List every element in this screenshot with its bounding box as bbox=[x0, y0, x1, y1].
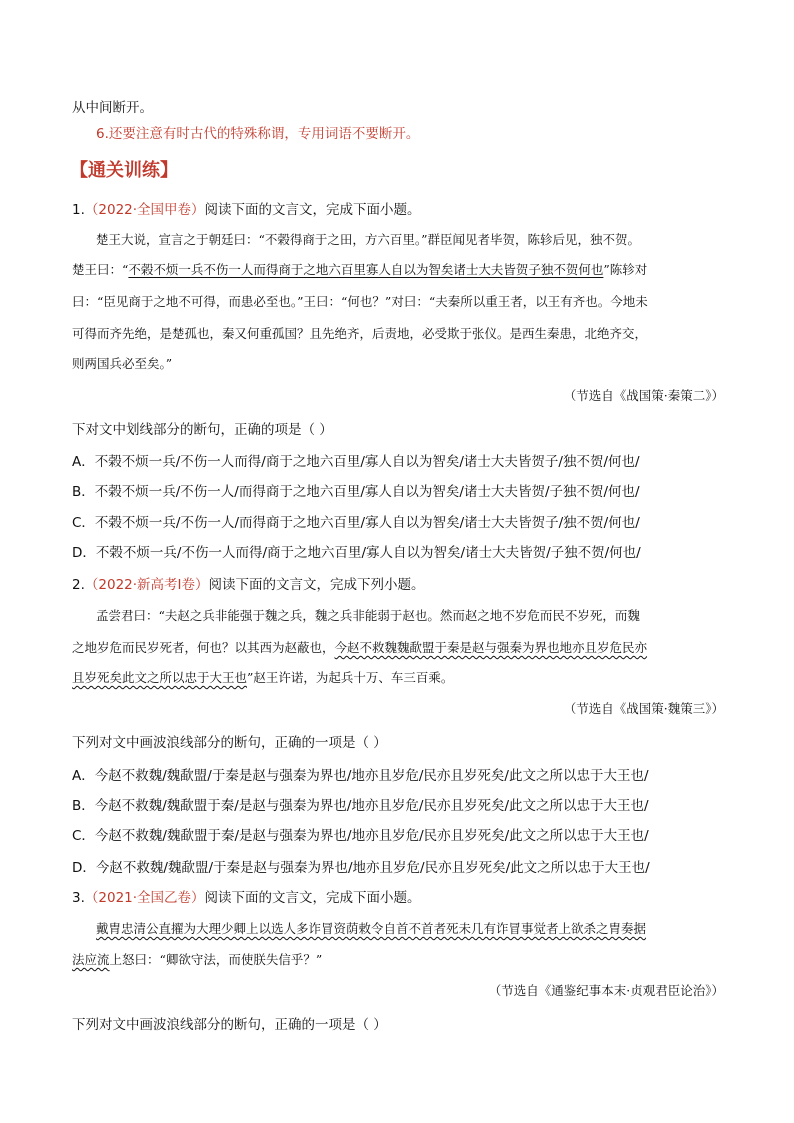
q3-heading bbox=[72, 886, 724, 906]
q1-stem: 阅读下面的文言文，完成下面小题。 bbox=[204, 202, 421, 218]
q1-passage-line-3: 曰：“臣见商于之地不可得，而患必至也。”王曰：“何也？”对曰：“夫秦所以重王者，以王有齐也。今地未 bbox=[72, 294, 648, 309]
q2-passage-text: ”赵王许诺，为起兵十万、车三百乘。 bbox=[247, 670, 454, 685]
q1-underlined-passage: 不榖不烦一兵不伤一人而得商于之地六百里寡人自以为智矣诸士大夫皆贺子独不贺何也 bbox=[128, 262, 604, 277]
q1-passage-text: 楚王曰：“ bbox=[72, 262, 129, 277]
q2-passage-text: 之地岁危而民岁死者，何也？以其西为赵蔽也， bbox=[72, 640, 335, 655]
q3-wavy-passage: 戴胄忠清公直擢为大理少卿上以选人多诈冒资荫敕令自首不首者死未几有诈冒事觉者上欲杀之胄奏据 bbox=[96, 921, 647, 936]
q3-wavy-passage-cont: 法应流 bbox=[72, 952, 110, 967]
q2-wavy-passage-cont: 且岁死矣此文之所以忠于大王也 bbox=[72, 670, 248, 685]
section-title: 【通关训练】 bbox=[70, 160, 178, 181]
q2-wavy-passage: 今赵不救魏魏歃盟于秦是赵与强秦为界也地亦且岁危民亦 bbox=[334, 640, 648, 655]
q2-passage-line-2 bbox=[72, 638, 724, 656]
q3-passage-line-2 bbox=[72, 950, 724, 968]
q1-passage-line-2 bbox=[72, 260, 724, 278]
q2-option-c: C．今赵不救魏/魏歃盟于秦/是赵与强秦为界也/地亦且岁危/民亦且岁死矣/此文之所以忠于大王也/ bbox=[72, 828, 649, 844]
q1-source: （2022·全国甲卷） bbox=[84, 202, 205, 218]
q1-citation: （节选自《战国策·秦策二》） bbox=[563, 388, 724, 403]
q1-option-a: A．不榖不烦一兵/不伤一人而得/商于之地六百里/寡人自以为智矣/诸士大夫皆贺子/独不贺/何也/ bbox=[72, 454, 640, 470]
q1-passage-line-4: 可得而齐先绝，是楚孤也，秦又何重孤国？且先绝齐，后责地，必受欺于张仪。是西生秦患，北绝齐交， bbox=[72, 326, 648, 341]
q1-heading bbox=[72, 198, 724, 218]
intro-line-2: 6.还要注意有时古代的特殊称谓，专用词语不要断开。 bbox=[96, 126, 420, 142]
q2-source: （2022·新高考Ⅰ卷） bbox=[84, 577, 209, 593]
q3-source: （2021·全国乙卷） bbox=[84, 890, 205, 906]
q2-option-a: A．今赵不救魏/魏歃盟/于秦是赵与强秦为界也/地亦且岁危/民亦且岁死矣/此文之所以忠于大王也/ bbox=[72, 768, 649, 784]
q2-question: 下列对文中画波浪线部分的断句，正确的一项是（ ） bbox=[72, 735, 387, 751]
q1-number: 1. bbox=[72, 202, 85, 218]
q2-option-d: D．今赵不救魏/魏歃盟/于秦是赵与强秦为界也/地亦且岁危/民亦且岁死矣/此文之所以忠于大王也/ bbox=[72, 860, 650, 876]
q2-citation: （节选自《战国策·魏策三》） bbox=[563, 701, 724, 716]
q2-passage-line-1: 孟尝君曰：“夫赵之兵非能强于魏之兵，魏之兵非能弱于赵也。然而赵之地不岁危而民不岁死，而魏 bbox=[96, 608, 640, 623]
q3-stem: 阅读下面的文言文，完成下面小题。 bbox=[204, 890, 421, 906]
q1-option-c: C．不榖不烦一兵/不伤一人/而得商于之地六百里/寡人自以为智矣/诸士大夫皆贺子/独不贺/何也/ bbox=[72, 515, 640, 531]
q1-question: 下对文中划线部分的断句，正确的项是（ ） bbox=[72, 422, 333, 438]
q2-stem: 阅读下面的文言文，完成下列小题。 bbox=[208, 577, 425, 593]
q2-option-b: B．今赵不救魏/魏歃盟于秦/是赵与强秦为界也/地亦且岁危/民亦且岁死矣/此文之所以忠于大王也/ bbox=[72, 798, 649, 814]
q3-number: 3. bbox=[72, 890, 85, 906]
q3-passage-text: 上怒曰：“卿欲守法，而使朕失信乎？” bbox=[109, 952, 323, 967]
q2-heading bbox=[72, 573, 724, 593]
q1-passage-line-5: 则两国兵必至矣。” bbox=[72, 356, 173, 371]
q1-passage-line-1: 楚王大说，宣言之于朝廷曰：“不榖得商于之田，方六百里。”群臣闻见者毕贺，陈轸后见，独不贺。 bbox=[96, 232, 641, 247]
q1-option-d: D．不榖不烦一兵/不伤一人而得/商于之地六百里/寡人自以为智矣/诸士大夫皆贺/子独不贺/何也/ bbox=[72, 545, 641, 561]
q1-passage-text: ”陈轸对 bbox=[603, 262, 648, 277]
q1-option-b: B．不榖不烦一兵/不伤一人/而得商于之地六百里/寡人自以为智矣/诸士大夫皆贺/子独不贺/何也/ bbox=[72, 484, 640, 500]
q2-number: 2. bbox=[72, 577, 85, 593]
intro-line-1: 从中间断开。 bbox=[72, 100, 153, 116]
q3-question: 下列对文中画波浪线部分的断句，正确的一项是（ ） bbox=[72, 1017, 387, 1033]
q2-passage-line-3 bbox=[72, 668, 724, 686]
q3-citation: （节选自《通鉴纪事本末·贞观君臣论治》） bbox=[488, 983, 724, 998]
q3-passage-line-1 bbox=[96, 919, 724, 937]
